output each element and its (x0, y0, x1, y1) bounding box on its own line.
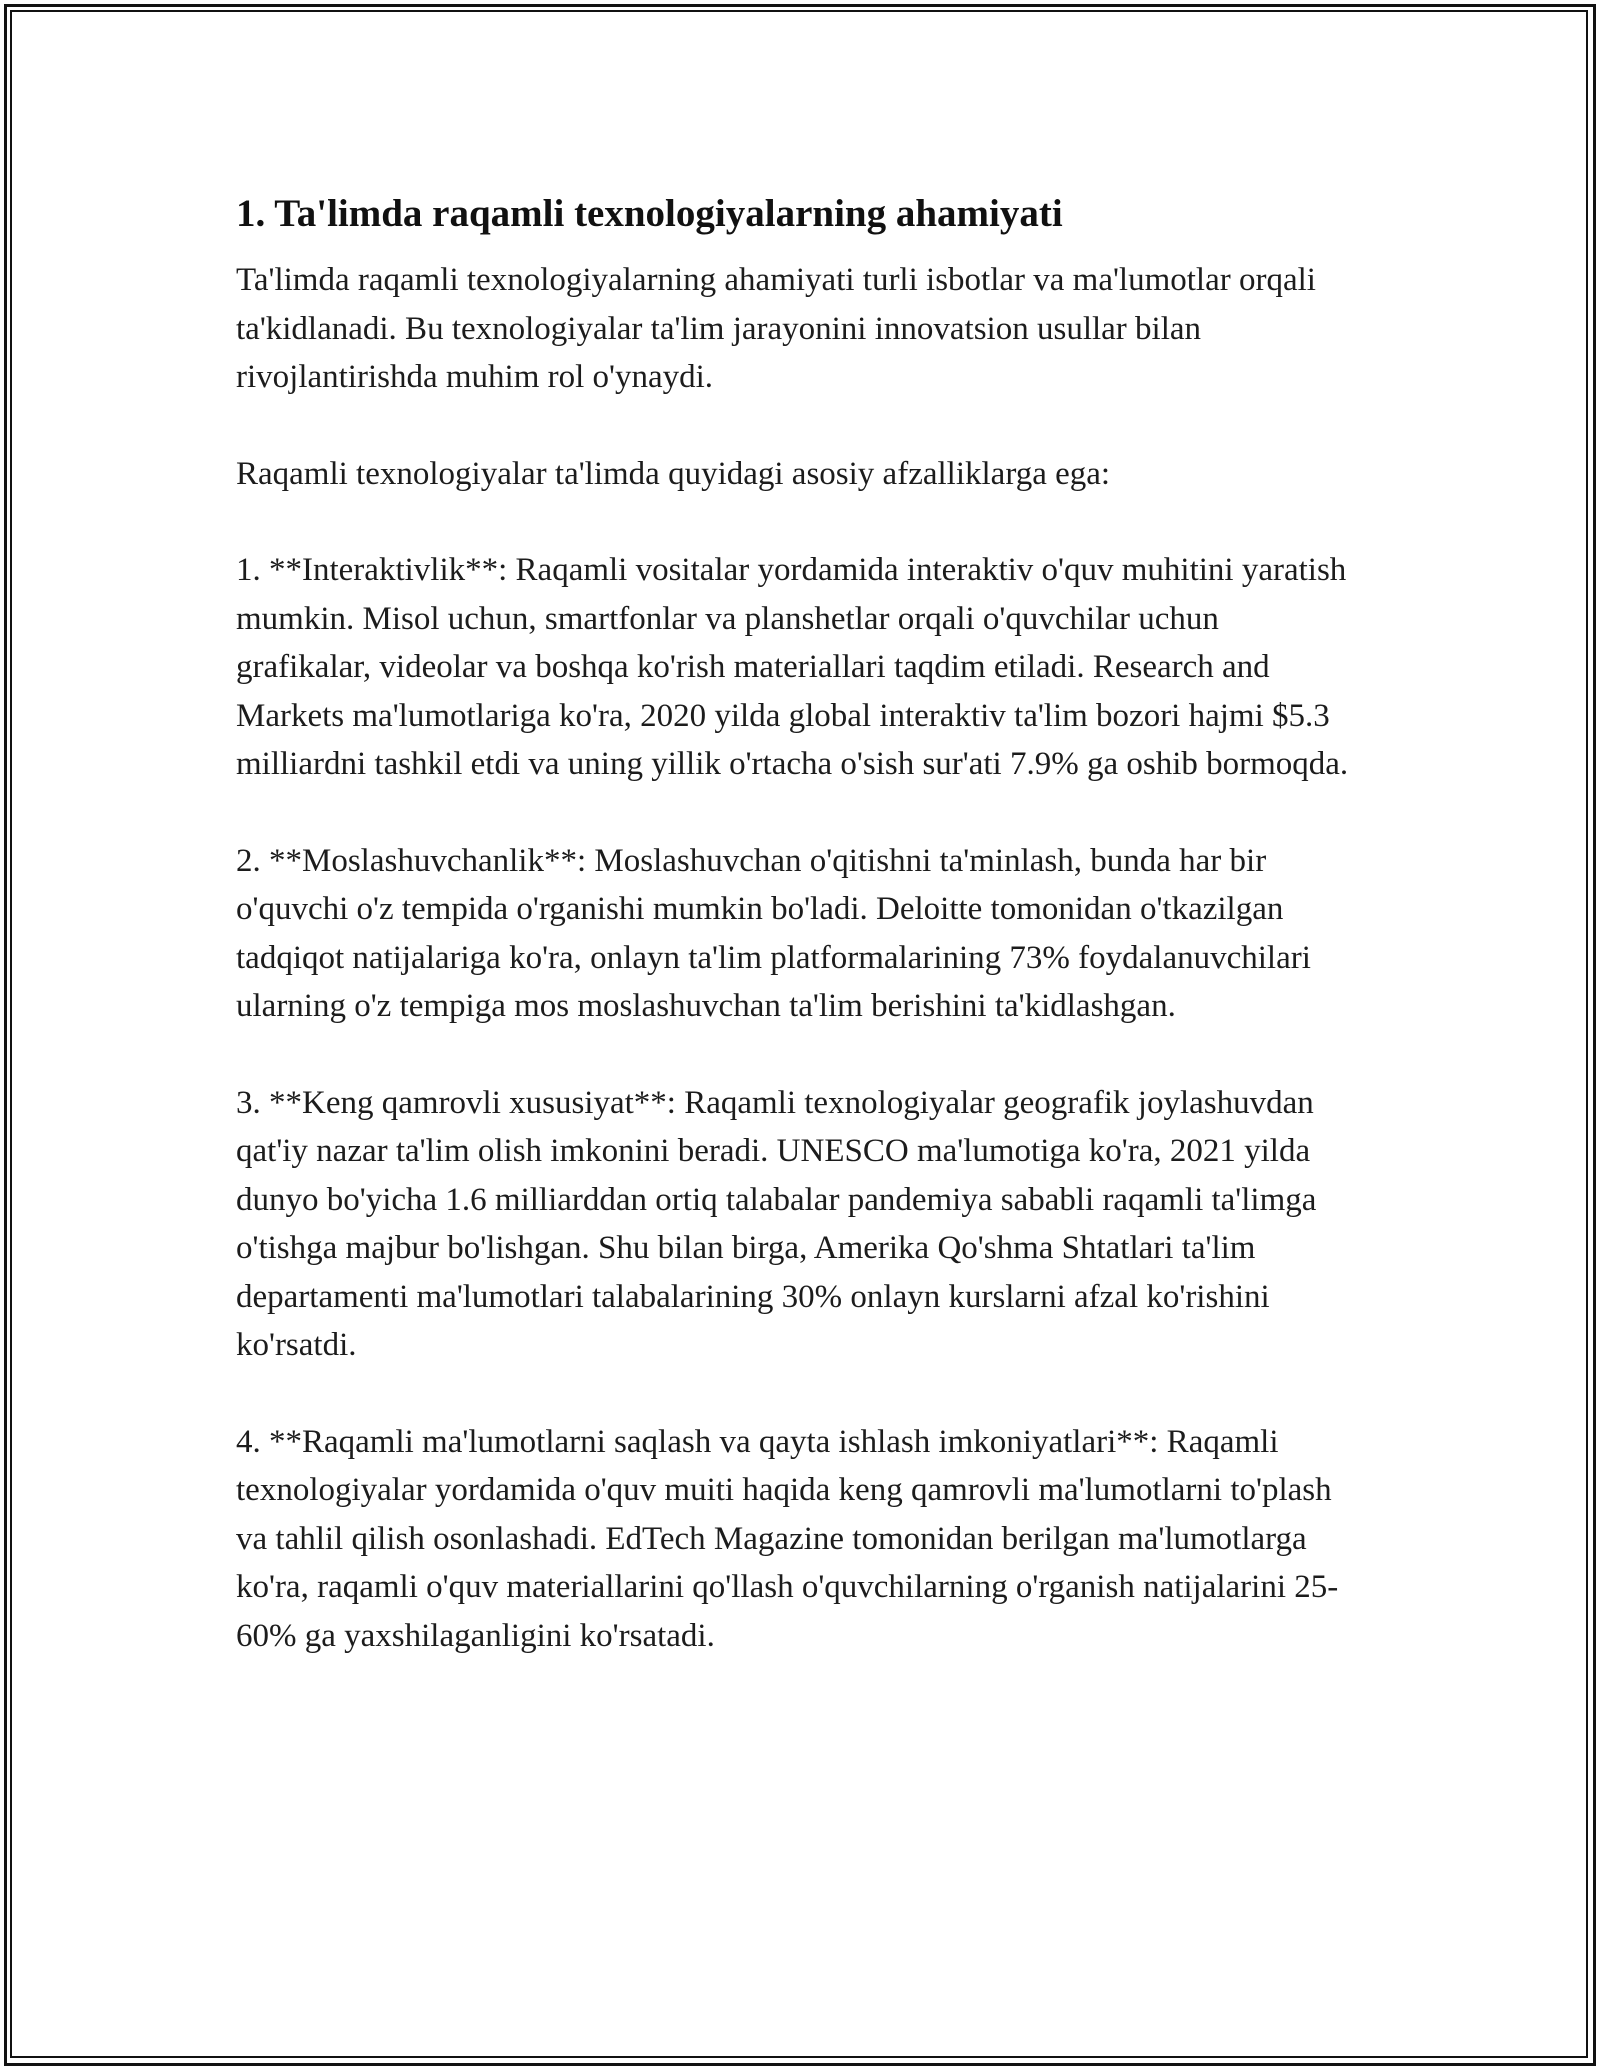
flexibility-paragraph: 2. **Moslashuvchanlik**: Moslashuvchan o'qitishni ta'minlash, bunda har bir o'quvchi o'z tempida o'rganishi mumkin bo'ladi. Deloitte tomonidan o'tkazilgan tadqiqot natijalariga ko'ra, onlayn ta'lim platformalarining 73% foydalanuvchilari ularning o'z tempiga mos moslashuvchan ta'lim berishini ta'kidlashgan. (236, 842, 1311, 1024)
broad-reach-paragraph: 3. **Keng qamrovli xususiyat**: Raqamli texnologiyalar geografik joylashuvdan qat'iy nazar ta'lim olish imkonini beradi. UNESCO ma'lumotiga ko'ra, 2021 yilda dunyo bo'yicha 1.6 milliarddan ortiq talabalar pandemiya sababli raqamli ta'limga o'tishga majbur bo'lishgan. Shu bilan birga, Amerika Qo'shma Shtatlari ta'lim departamenti ma'lumotlari talabalarining 30% onlayn kurslarni afzal ko'rishini ko'rsatdi. (236, 1084, 1317, 1363)
advantages-lead-paragraph: Raqamli texnologiyalar ta'limda quyidagi asosiy afzalliklarga ega: (236, 455, 1111, 492)
section-heading: 1. Ta'limda raqamli texnologiyalarning ahamiyati (236, 192, 1063, 235)
interactivity-paragraph: 1. **Interaktivlik**: Raqamli vositalar yordamida interaktiv o'quv muhitini yaratish mumkin. Misol uchun, smartfonlar va planshetlar orqali o'quvchilar uchun grafikalar, videolar va boshqa ko'rish materiallari taqdim etiladi. Research and Markets ma'lumotlariga ko'ra, 2020 yilda global interaktiv ta'lim bozori hajmi $5.3 milliardni tashkil etdi va uning yillik o'rtacha o'sish sur'ati 7.9% ga oshib bormoqda. (236, 552, 1349, 782)
document-body (236, 186, 1356, 1708)
data-storage-paragraph: 4. **Raqamli ma'lumotlarni saqlash va qayta ishlash imkoniyatlari**: Raqamli texnologiyalar yordamida o'quv muiti haqida keng qamrovli ma'lumotlarni to'plash va tahlil qilish osonlashadi. EdTech Magazine tomonidan berilgan ma'lumotlarga ko'ra, raqamli o'quv materiallarini qo'llash o'quvchilarning o'rganish natijalarini 25-60% ga yaxshilaganligini ko'rsatadi. (236, 1423, 1339, 1654)
intro-paragraph: Ta'limda raqamli texnologiyalarning ahamiyati turli isbotlar va ma'lumotlar orqali ta'kidlanadi. Bu texnologiyalar ta'lim jarayonini innovatsion usullar bilan rivojlantirishda muhim rol o'ynaydi. (236, 262, 1316, 395)
